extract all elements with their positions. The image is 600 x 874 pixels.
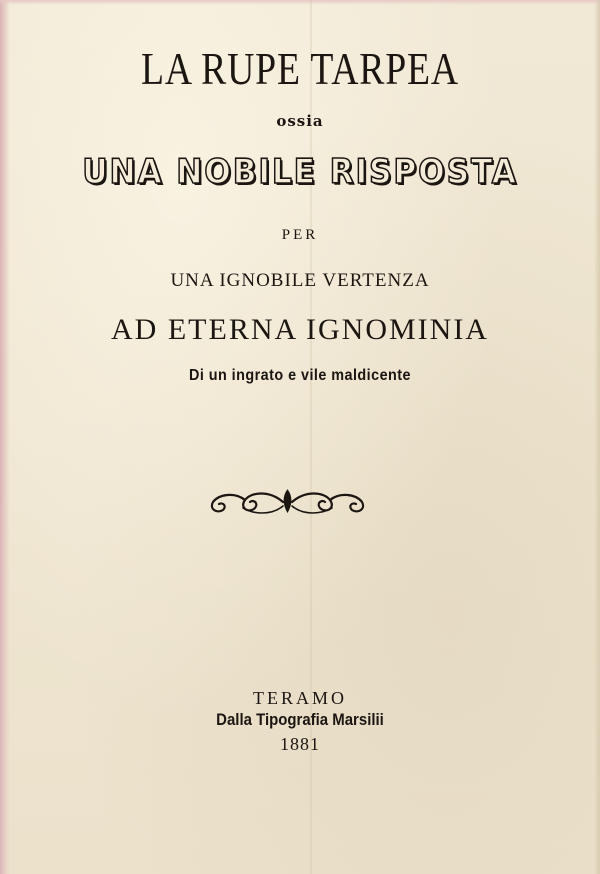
page-edge-top bbox=[0, 0, 600, 5]
ignobile-line: UNA IGNOBILE VERTENZA bbox=[170, 270, 430, 291]
page-title: LA RUPE TARPEA bbox=[141, 43, 459, 94]
imprint-printer: Dalla Tipografia Marsilii bbox=[216, 710, 384, 729]
imprint-year: 1881 bbox=[280, 734, 320, 754]
maldicente-line: Di un ingrato e vile maldicente bbox=[188, 367, 411, 384]
subtitle: UNA NOBILE RISPOSTA bbox=[82, 152, 518, 192]
scroll-flourish-ornament-icon bbox=[205, 482, 370, 522]
per-text: PER bbox=[281, 227, 319, 243]
eterna-line: AD ETERNA IGNOMINIA bbox=[111, 313, 489, 346]
imprint-city: TERAMO bbox=[253, 688, 347, 708]
connector-text: ossia bbox=[276, 112, 324, 130]
